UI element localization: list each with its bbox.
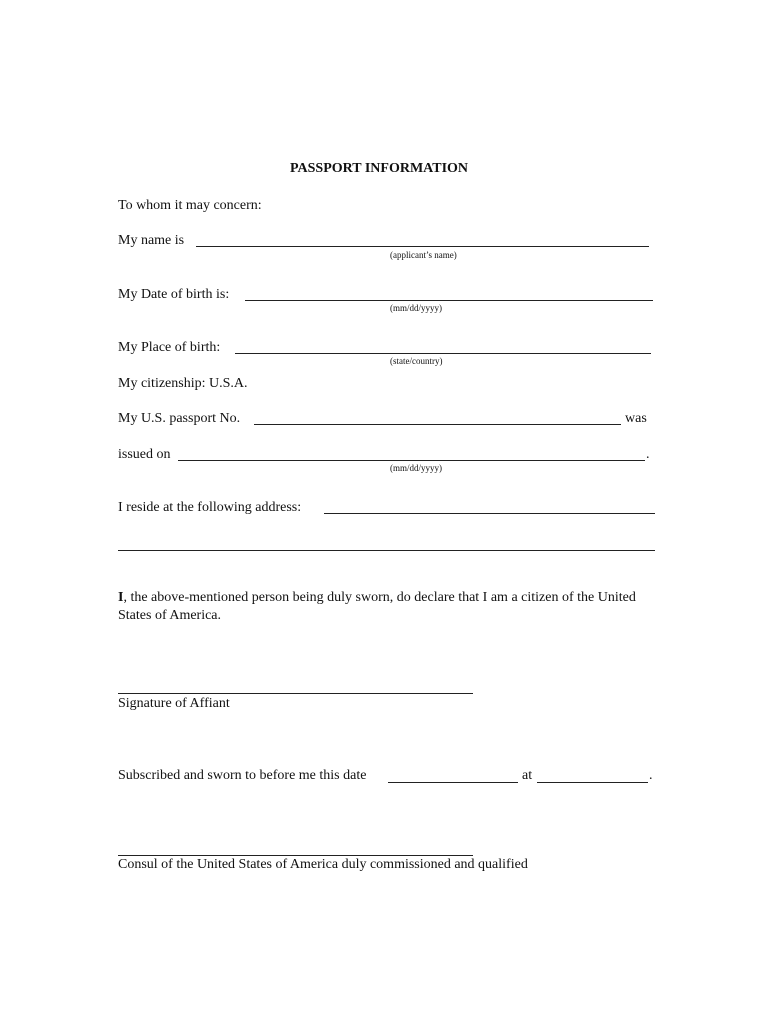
issued-label: issued on [118, 447, 171, 462]
citizenship-text: My citizenship: U.S.A. [118, 376, 248, 391]
name-hint: (applicant’s name) [390, 250, 457, 260]
dob-label: My Date of birth is: [118, 287, 230, 302]
issued-date-line[interactable] [178, 460, 645, 461]
pob-label: My Place of birth: [118, 340, 221, 355]
document-title: PASSPORT INFORMATION [290, 161, 469, 176]
signature-label: Signature of Affiant [118, 696, 230, 711]
address-label: I reside at the following address: [118, 500, 302, 515]
declaration-text: , the above-mentioned person being duly sworn, do declare that I am a citizen of the United States of America. [118, 590, 636, 623]
consul-label: Consul of the United States of America duly commissioned and qualified [118, 857, 528, 872]
pob-field-line[interactable] [235, 353, 651, 354]
consul-signature-line[interactable] [118, 855, 473, 856]
declaration-paragraph [118, 589, 648, 625]
passport-number-line[interactable] [254, 424, 621, 425]
subscribed-text: Subscribed and sworn to before me this date [118, 768, 367, 783]
issued-suffix: . [646, 447, 650, 462]
signature-line[interactable] [118, 693, 473, 694]
name-label: My name is [118, 233, 185, 248]
address-line-2[interactable] [118, 550, 655, 551]
dob-field-line[interactable] [245, 300, 653, 301]
subscribed-date-line[interactable] [388, 782, 518, 783]
passport-suffix: was [625, 411, 647, 426]
passport-label: My U.S. passport No. [118, 411, 241, 426]
dob-hint: (mm/dd/yyyy) [390, 303, 442, 313]
name-field-line[interactable] [196, 246, 649, 247]
greeting-text: To whom it may concern: [118, 198, 262, 213]
issued-hint: (mm/dd/yyyy) [390, 463, 442, 473]
subscribed-at-label: at [522, 768, 533, 783]
subscribed-place-line[interactable] [537, 782, 648, 783]
declaration-lead: I [118, 590, 124, 605]
subscribed-end: . [649, 768, 653, 783]
address-line-1[interactable] [324, 513, 655, 514]
pob-hint: (state/country) [390, 356, 443, 366]
